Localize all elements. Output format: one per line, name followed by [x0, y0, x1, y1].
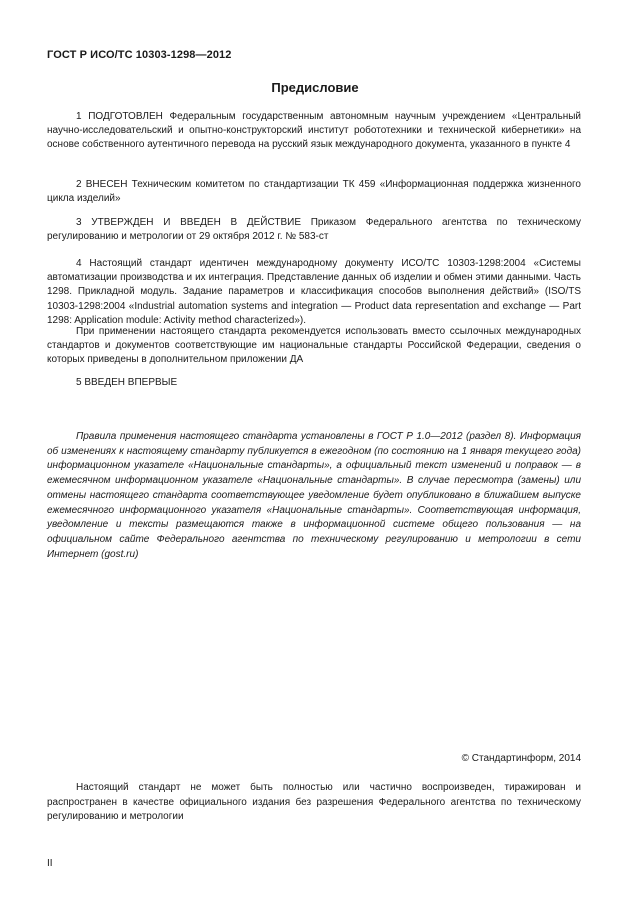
paragraph-identical: 4 Настоящий стандарт идентичен международному документу ИСО/ТС 10303-1298:2004 «Системы автоматизации производства и их интеграция. Представление данных об изделии и обмен этими данными. Часть 1298. Прикладной модуль. Задание параметров и классификация способов выполнения действий» (ISO/TS 10303-1298:2004 «Industrial automation systems and integration — Product data representation and exchange — Part 1298: Application module: Activity method characterized»).	[47, 258, 581, 326]
paragraph-introduced: 5 ВВЕДЕН ВПЕРВЫЕ	[76, 377, 178, 388]
document-header: ГОСТ Р ИСО/ТС 10303-1298—2012	[47, 49, 232, 61]
paragraph-application: При применении настоящего стандарта рекомендуется использовать вместо ссылочных международных стандартов и документов соответствующие им национальные стандарты Российской Федерации, сведения о которых приведены в дополнительном приложении ДА	[47, 326, 581, 366]
section-title: Предисловие	[271, 80, 359, 95]
copyright: © Стандартинформ, 2014	[461, 753, 581, 764]
reproduction-notice: Настоящий стандарт не может быть полностью или частично воспроизведен, тиражирован и распространен в качестве официального издания без разрешения Федерального агентства по техническому регулированию и метрологии	[47, 782, 581, 822]
rules-notice: Правила применения настоящего стандарта установлены в ГОСТ Р 1.0—2012 (раздел 8). Информация об изменениях к настоящему стандарту публикуется в ежегодном (по состоянию на 1 января текущего года) информационном указателе «Национальные стандарты», а официальный текст изменений и поправок — в ежемесячном информационном указателе «Национальные стандарты». В случае пересмотра (замены) или отмены настоящего стандарта соответствующее уведомление будет опубликовано в ближайшем выпуске ежемесячного информационного указателя «Национальные стандарты». Соответствующая информация, уведомление и тексты размещаются также в информационной системе общего пользования — на официальном сайте Федерального агентства по техническому регулированию и метрологии в сети Интернет (gost.ru)	[47, 431, 581, 560]
paragraph-submitted: 2 ВНЕСЕН Техническим комитетом по стандартизации ТК 459 «Информационная поддержка жизненного цикла изделий»	[47, 179, 581, 205]
paragraph-prepared: 1 ПОДГОТОВЛЕН Федеральным государственным автономным научным учреждением «Центральный научно-исследовательский и опытно-конструкторский институт робототехники и технической кибернетики» на основе собственного аутентичного перевода на русский язык международного документа, указанного в пункте 4	[47, 111, 581, 151]
paragraph-approved: 3 УТВЕРЖДЕН И ВВЕДЕН В ДЕЙСТВИЕ Приказом Федерального агентства по техническому регулированию и метрологии от 29 октября 2012 г. № 583-ст	[47, 217, 581, 243]
page-number: II	[47, 858, 53, 869]
